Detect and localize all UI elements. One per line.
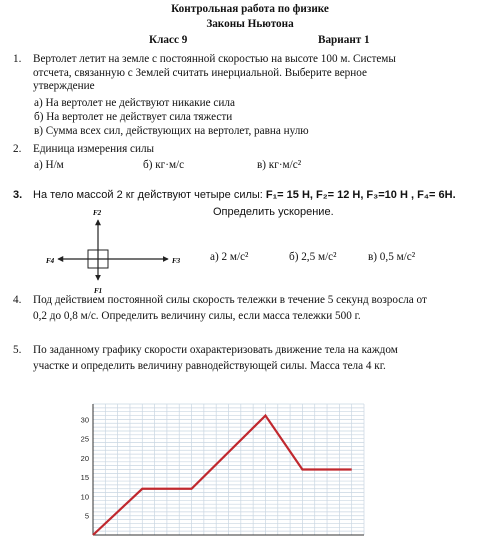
question-number: 3. — [13, 189, 23, 201]
question-text: Единица измерения силы — [33, 143, 155, 155]
question-number: 2. — [13, 143, 22, 155]
question-text: На тело массой 2 кг действуют четыре силы: — [33, 189, 266, 201]
question-text-line: Вертолет летит на земле с постоянной скоростью на высоте 100 м. Системы — [33, 53, 396, 65]
class-label: Класс 9 — [149, 34, 188, 46]
question-text-line: По заданному графику скорости охарактеризовать движение тела на каждом — [33, 344, 398, 356]
question-text-line: отсчета, связанную с Землей считать инерциальной. Выберите верное — [33, 66, 367, 79]
q2-option-a: а) Н/м — [34, 159, 64, 171]
label-f2: F2 — [93, 209, 102, 217]
q3-option-a: а) 2 м/с² — [210, 251, 249, 263]
forces-list: F₁= 15 Н, F₂= 12 Н, F₃=10 Н , F₄= 6Н. — [265, 189, 456, 201]
q1-option-b: б) На вертолет не действует сила тяжести — [34, 111, 233, 123]
question-1 — [13, 53, 473, 94]
question-text-line: участке и определить величину равнодействующей силы. Масса тела 4 кг. — [33, 359, 386, 372]
y-tick-label: 15 — [80, 473, 89, 483]
y-tick-label: 20 — [80, 453, 89, 463]
question-2 — [13, 143, 473, 157]
variant-label: Вариант 1 — [318, 34, 370, 46]
q1-option-a: а) На вертолет не действуют никакие сила — [34, 97, 235, 109]
q2-option-b: б) кг·м/с — [143, 159, 185, 171]
q3-option-b: б) 2,5 м/с² — [289, 251, 337, 263]
document-title: Контрольная работа по физике — [171, 3, 329, 15]
question-number: 5. — [13, 344, 22, 356]
velocity-series-line — [93, 416, 352, 535]
question-number: 1. — [13, 53, 22, 65]
label-f1: F1 — [94, 287, 103, 295]
question-3 — [13, 189, 456, 201]
label-f4: F4 — [46, 257, 55, 265]
document-subtitle: Законы Ньютона — [206, 18, 294, 30]
q2-option-c: в) кг·м/с² — [257, 159, 302, 171]
question-5 — [13, 344, 473, 373]
chart-tick-labels — [81, 415, 344, 536]
question-text-line: 0,2 до 0,8 м/с. Определить величину силы, если масса тележки 500 г. — [33, 309, 361, 322]
q1-option-c: в) Сумма всех сил, действующих на вертолет, равна нулю — [34, 125, 309, 137]
question-text-line: Под действием постоянной силы скорость тележки в течение 5 секунд возросла от — [33, 294, 427, 306]
question-number: 4. — [13, 294, 22, 306]
y-tick-label: 25 — [80, 434, 89, 444]
y-tick-label: 10 — [80, 492, 89, 502]
y-tick-label: 30 — [80, 415, 89, 425]
q3-task: Определить ускорение. — [213, 206, 334, 218]
question-4 — [13, 294, 473, 323]
force-diagram — [38, 203, 198, 295]
question-text-line: утверждение — [33, 80, 95, 93]
velocity-chart — [68, 398, 368, 536]
label-f3: F3 — [172, 257, 181, 265]
q3-option-c: в) 0,5 м/с² — [368, 251, 416, 263]
y-tick-label: 5 — [84, 511, 89, 521]
